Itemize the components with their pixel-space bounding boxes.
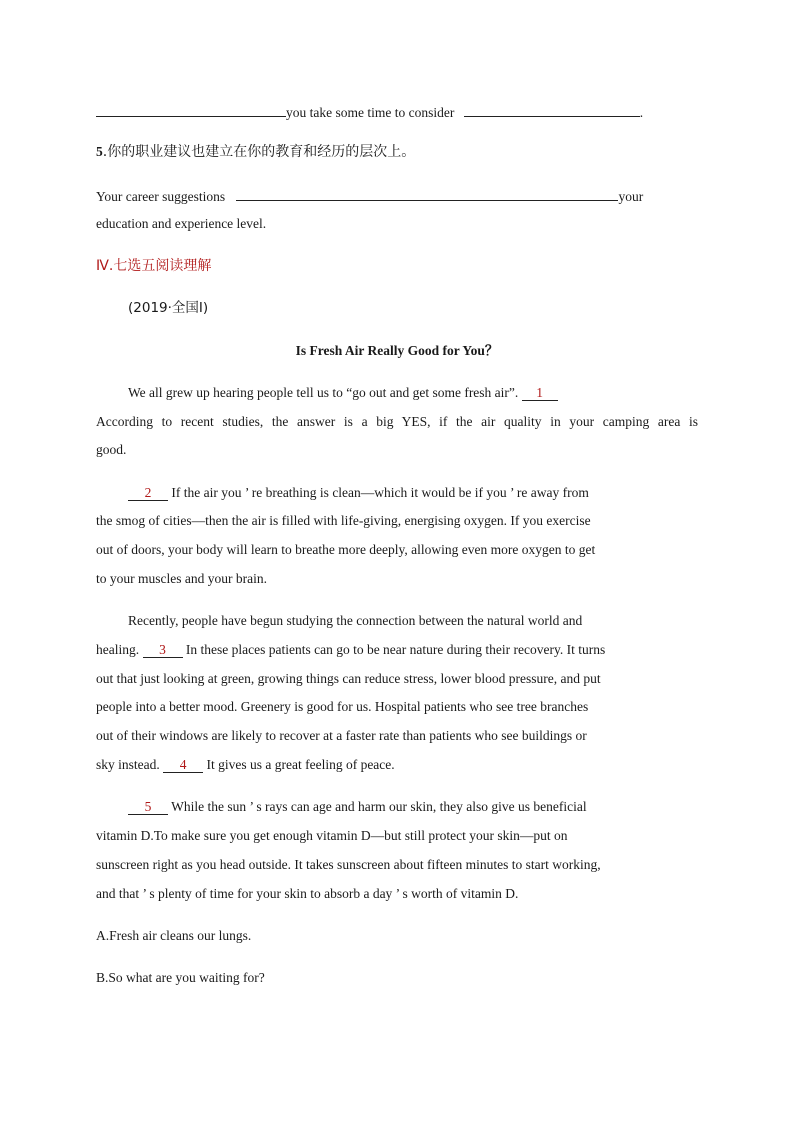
paragraph-text: It gives us a great feeling of peace. — [206, 757, 395, 772]
sentence-end: . — [639, 105, 644, 120]
translation-line-1 — [96, 102, 643, 122]
answer-blank[interactable] — [464, 102, 640, 117]
paragraph-3-line-5: out of their windows are likely to recover at a faster rate than patients who see buildings or — [96, 728, 587, 743]
paragraph-2-line-3: out of doors, your body will learn to breathe more deeply, allowing even more oxygen to get — [96, 542, 596, 557]
paragraph-text: sky instead. — [96, 757, 160, 772]
paragraph-3-line-1: Recently, people have begun studying the connection between the natural world and — [128, 613, 583, 628]
item-number: 5 — [96, 144, 103, 159]
blank-2[interactable]: 2 — [128, 486, 168, 501]
paragraph-text: healing. — [96, 642, 140, 657]
paragraph-text: We all grew up hearing people tell us to “go out and get some fresh air”. — [128, 385, 519, 400]
option-a: A.Fresh air cleans our lungs. — [96, 928, 252, 943]
chinese-prompt: .你的职业建议也建立在你的教育和经历的层次上。 — [102, 144, 416, 160]
paragraph-text: In these places patients can go to be near nature during their recovery. It turns — [185, 642, 606, 657]
sentence-text: your — [618, 189, 644, 204]
paragraph-1-line-3: good. — [96, 442, 127, 457]
sentence-text: Your career suggestions — [96, 189, 226, 204]
paragraph-3-line-3: out that just looking at green, growing things can reduce stress, lower blood pressure, and put — [96, 671, 601, 686]
item-5-translation-line-1 — [96, 186, 643, 206]
paragraph-3-line-6 — [96, 756, 395, 774]
sentence-text: education and experience level. — [96, 216, 267, 231]
paragraph-4-line-3: sunscreen right as you head outside. It takes sunscreen about fifteen minutes to start working, — [96, 857, 601, 872]
blank-1[interactable]: 1 — [522, 386, 558, 401]
paragraph-2-line-4: to your muscles and your brain. — [96, 571, 267, 586]
paragraph-2-line-2: the smog of cities—then the air is filled with life-giving, energising oxygen. If you exercise — [96, 513, 591, 528]
item-5-translation-line-2 — [96, 215, 266, 233]
paragraph-2-line-1 — [128, 484, 589, 502]
paragraph-4-line-4: and that ’ s plenty of time for your skin to absorb a day ’ s worth of vitamin D. — [96, 886, 519, 901]
blank-4[interactable]: 4 — [163, 758, 203, 773]
answer-blank[interactable] — [96, 102, 286, 117]
paragraph-text: While the sun ’ s rays can age and harm our skin, they also give us beneficial — [171, 799, 587, 814]
item-5-prompt — [96, 143, 415, 161]
sentence-text: you take some time to consider — [286, 105, 455, 120]
paragraph-4-line-1 — [128, 798, 587, 816]
paragraph-3-line-2 — [96, 641, 605, 659]
answer-blank[interactable] — [236, 186, 618, 201]
blank-3[interactable]: 3 — [143, 643, 183, 658]
option-b: B.So what are you waiting for? — [96, 970, 265, 985]
paragraph-3-line-4: people into a better mood. Greenery is good for us. Hospital patients who see tree branches — [96, 699, 589, 714]
paragraph-1-line-2: According to recent studies, the answer is a big YES, if the air quality in your camping area is — [96, 414, 698, 429]
blank-5[interactable]: 5 — [128, 800, 168, 815]
paragraph-4-line-2: vitamin D.To make sure you get enough vitamin D—but still protect your skin—put on — [96, 828, 568, 843]
article-title: Is Fresh Air Really Good for You？ — [295, 343, 499, 358]
section-heading: Ⅳ.七选五阅读理解 — [96, 258, 212, 274]
source-label: (2019·全国Ⅰ) — [128, 300, 209, 316]
paragraph-1-line-1 — [128, 384, 558, 402]
paragraph-text: If the air you ’ re breathing is clean—which it would be if you ’ re away from — [171, 485, 589, 500]
